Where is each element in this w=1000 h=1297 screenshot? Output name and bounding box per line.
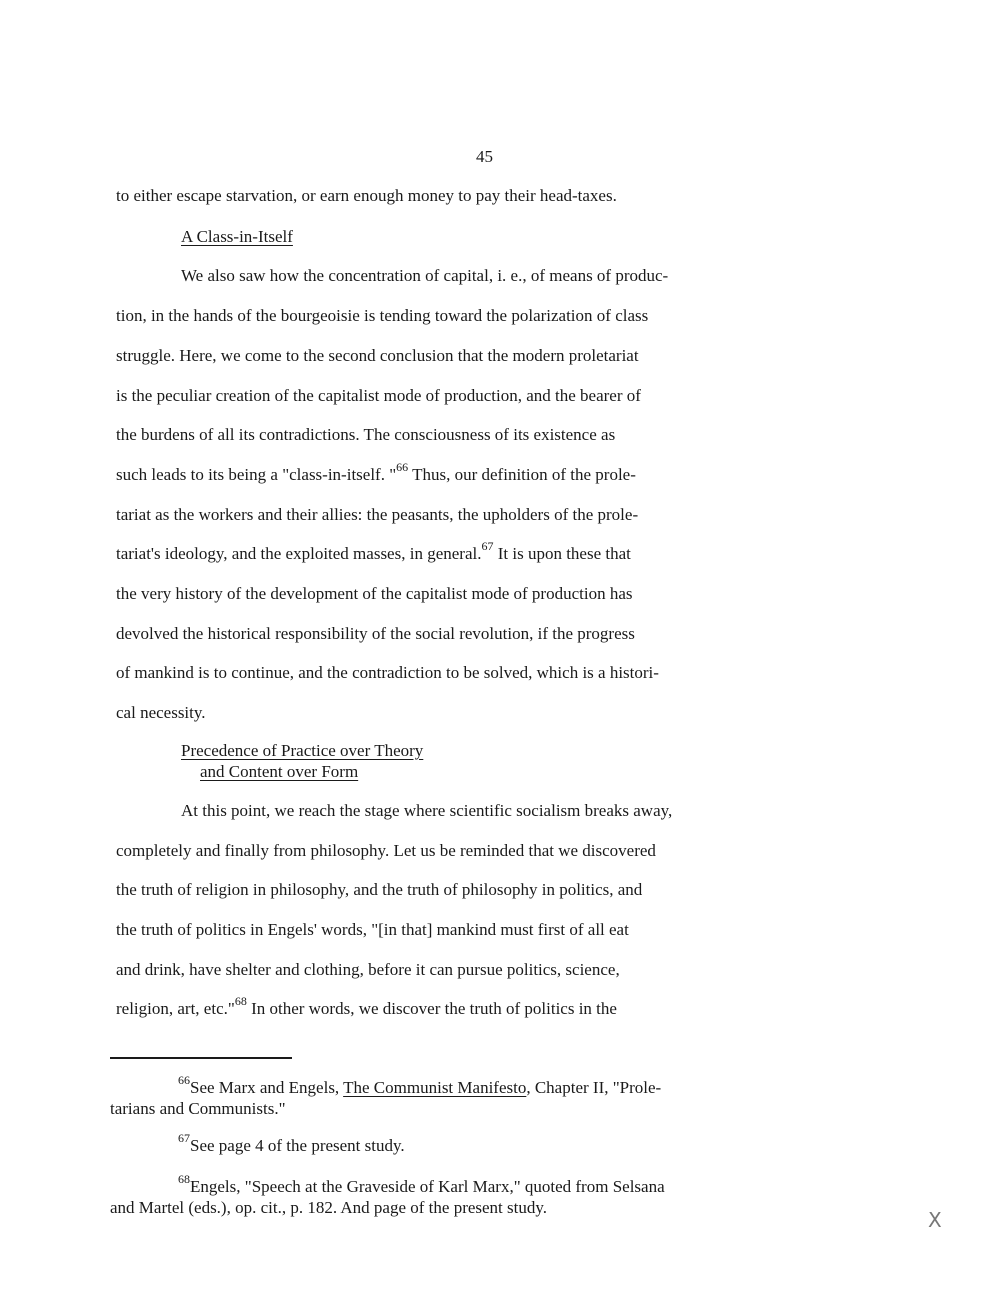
body-line: the truth of religion in philosophy, and the truth of philosophy in politics, and [116,880,643,899]
body-line: tion, in the hands of the bourgeoisie is tending toward the polarization of class [116,306,649,325]
footnote-separator [110,1057,292,1059]
body-line: At this point, we reach the stage where scientific socialism breaks away, [181,801,673,820]
body-line: such leads to its being a "class-in-itself. "$^{66}$ Thus, our definition of the prole- [116,460,636,484]
footnote-68: $^{68}$Engels, "Speech at the Graveside of Karl Marx," quoted from Selsana [178,1172,665,1196]
footnote-ref-66: 66 [396,460,409,475]
body-line: completely and finally from philosophy. Let us be reminded that we discovered [116,841,656,860]
footnote-ref-68: 68 [234,994,247,1009]
body-line: devolved the historical responsibility of the social revolution, if the progress [116,624,635,643]
footnote-67: $^{67}$See page 4 of the present study. [178,1131,405,1155]
body-line: struggle. Here, we come to the second conclusion that the modern proletariat [116,346,639,365]
body-line: the burdens of all its contradictions. The consciousness of its existence as [116,425,616,444]
opening-line: to either escape starvation, or earn enough money to pay their head-taxes. [116,186,617,205]
section-heading-precedence-line1: Precedence of Practice over Theory [181,741,424,760]
body-line: tariat's ideology, and the exploited masses, in general.$^{67}$ It is upon these that [116,539,631,563]
body-line: the very history of the development of the capitalist mode of production has [116,584,633,603]
section-heading-precedence-line2: and Content over Form [200,762,359,781]
footnote-68-continued: and Martel (eds.), op. cit., p. 182. And page of the present study. [110,1198,548,1217]
body-line: We also saw how the concentration of capital, i. e., of means of produc- [181,266,669,285]
body-line: and drink, have shelter and clothing, before it can pursue politics, science, [116,960,620,979]
body-line: of mankind is to continue, and the contradiction to be solved, which is a histori- [116,663,659,682]
body-line: is the peculiar creation of the capitalist mode of production, and the bearer of [116,386,641,405]
book-title: The Communist Manifesto [343,1078,527,1097]
body-line: tariat as the workers and their allies: the peasants, the upholders of the prole- [116,505,639,524]
body-line: cal necessity. [116,703,206,722]
section-heading-class-in-itself: A Class-in-Itself [181,227,293,246]
footnote-66-continued: tarians and Communists." [110,1099,286,1118]
body-line: religion, art, etc."$^{68}$ In other words, we discover the truth of politics in the [116,994,617,1018]
body-line: the truth of politics in Engels' words, "[in that] mankind must first of all eat [116,920,629,939]
margin-x-mark: X [928,1208,942,1232]
footnote-66: $^{66}$See Marx and Engels, The Communist Manifesto, Chapter II, "Prole- [178,1073,662,1097]
footnote-ref-67: 67 [481,539,494,554]
page-number: 45 [476,147,493,166]
